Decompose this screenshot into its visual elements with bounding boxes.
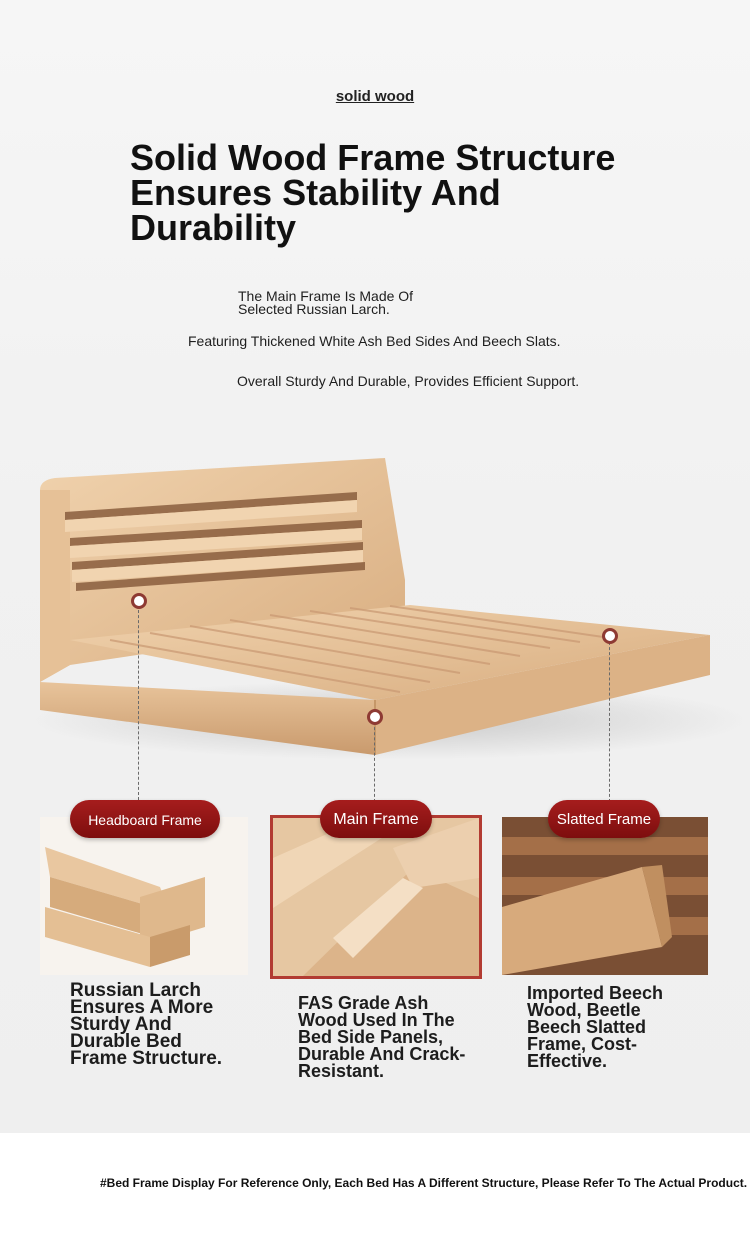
headboard-marker-dot (131, 593, 147, 609)
main-frame-marker-dot (367, 709, 383, 725)
slatted-frame-label: Slatted Frame (548, 800, 660, 838)
bed-frame-image (0, 420, 750, 780)
disclaimer-footnote: #Bed Frame Display For Reference Only, Each Bed Has A Different Structure, Please Refer To The Actual Product. (100, 1176, 748, 1190)
headboard-callout-line (138, 605, 139, 800)
page-title: Solid Wood Frame Structure Ensures Stability And Durability (130, 137, 616, 248)
main-frame-image (270, 815, 482, 979)
slatted-frame-marker-dot (602, 628, 618, 644)
main-frame-label: Main Frame (320, 800, 432, 838)
slatted-frame-image (502, 817, 708, 975)
description-line-3: Overall Sturdy And Durable, Provides Efficient Support. (237, 373, 580, 389)
main-frame-caption: FAS Grade Ash Wood Used In The Bed Side Panels, Durable And Crack-Resistant. (298, 993, 466, 1081)
section-subtitle: solid wood (335, 88, 415, 105)
slatted-frame-callout-line (609, 642, 610, 802)
headboard-frame-label: Headboard Frame (70, 800, 220, 838)
description-line-1: The Main Frame Is Made Of Selected Russian Larch. (238, 288, 414, 317)
headboard-frame-caption: Russian Larch Ensures A More Sturdy And Durable Bed Frame Structure. (70, 980, 223, 1069)
headboard-frame-image (40, 817, 248, 975)
main-frame-callout-line (374, 722, 375, 802)
slatted-frame-caption: Imported Beech Wood, Beetle Beech Slatted Frame, Cost-Effective. (527, 983, 664, 1071)
description-line-2: Featuring Thickened White Ash Bed Sides And Beech Slats. (188, 333, 561, 349)
